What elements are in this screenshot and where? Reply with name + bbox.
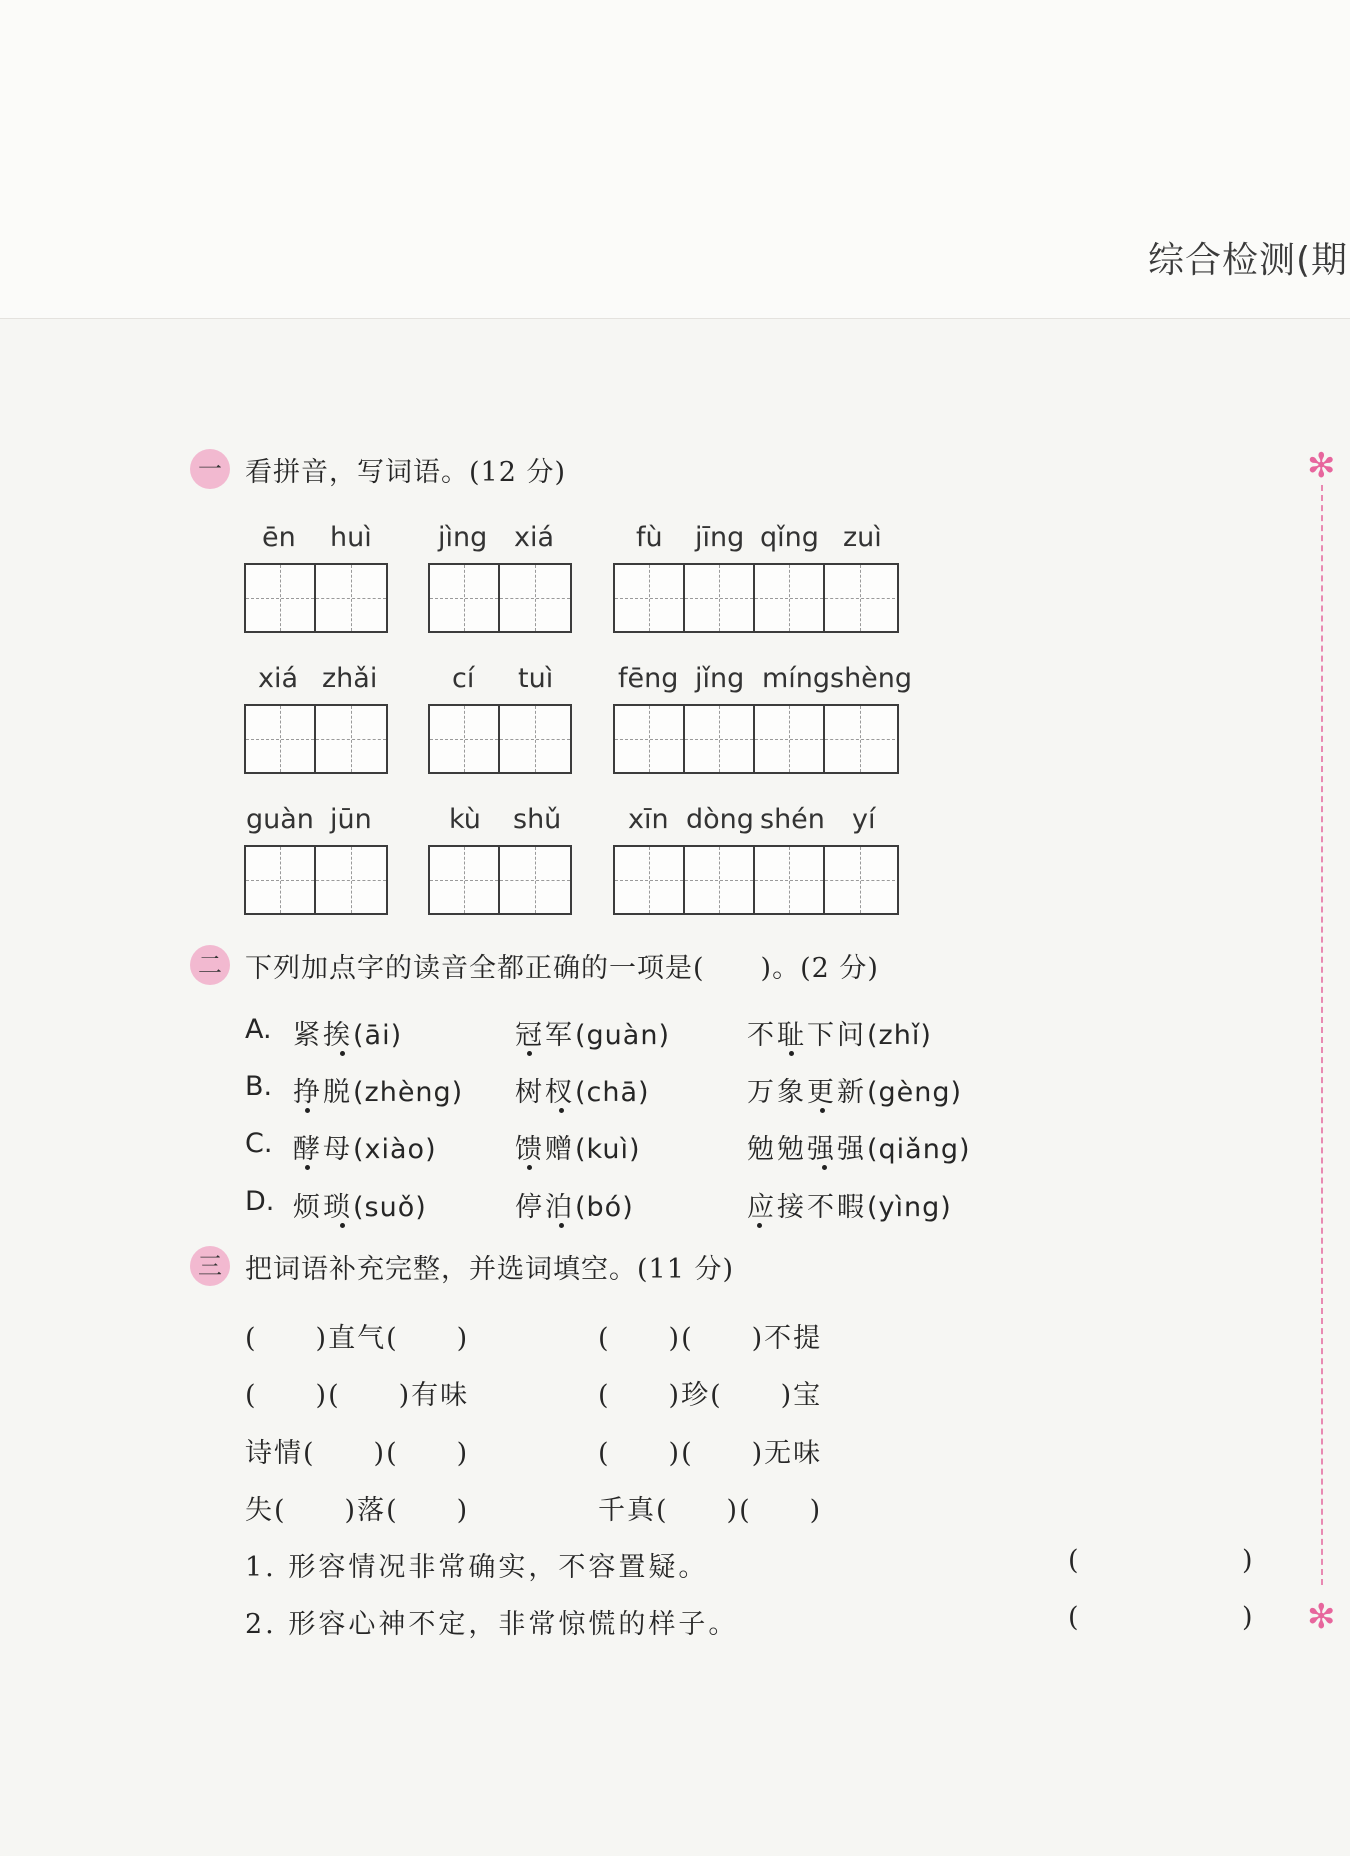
option-item: 紧挨(āi) — [293, 1020, 403, 1051]
option-letter: C. — [245, 1128, 273, 1159]
answer-paren-close[interactable]: ) — [1242, 1602, 1253, 1633]
option-item: 万象更新(gèng) — [747, 1077, 963, 1108]
pinyin: jīng — [695, 522, 745, 553]
section-3-badge: 三 — [190, 1246, 230, 1286]
option-letter: B. — [245, 1071, 273, 1102]
fill-word[interactable]: ( )( )无味 — [598, 1438, 823, 1469]
pinyin: guàn — [246, 804, 314, 835]
question-2: 2. 形容心神不定，非常惊慌的样子。 — [245, 1609, 739, 1640]
pinyin: fù — [636, 522, 663, 553]
writing-grid[interactable] — [244, 704, 388, 774]
margin-dashed-line — [1321, 485, 1323, 1585]
fill-word[interactable]: ( )珍( )宝 — [598, 1380, 823, 1411]
writing-grid[interactable] — [613, 563, 899, 633]
option-item: 勉勉强强(qiǎng) — [747, 1134, 971, 1165]
pinyin: cí — [452, 663, 475, 694]
pinyin: kù — [449, 804, 481, 835]
emphasis-dot — [527, 1165, 532, 1170]
option-item: 馈赠(kuì) — [515, 1134, 641, 1165]
answer-paren-open[interactable]: ( — [1068, 1602, 1079, 1633]
pinyin: xiá — [514, 522, 555, 553]
pinyin: jūn — [330, 804, 372, 835]
section-1-badge: 一 — [190, 449, 230, 489]
writing-grid[interactable] — [613, 845, 899, 915]
pinyin: shèng — [830, 663, 913, 694]
section-1-title: 看拼音，写词语。(12 分) — [245, 457, 567, 488]
emphasis-dot — [559, 1108, 564, 1113]
emphasis-dot — [757, 1223, 762, 1228]
header-divider — [0, 318, 1350, 319]
pinyin: dòng — [686, 804, 754, 835]
emphasis-dot — [340, 1223, 345, 1228]
option-item: 冠军(guàn) — [515, 1020, 670, 1051]
emphasis-dot — [789, 1051, 794, 1056]
star-icon: ✻ — [1307, 446, 1336, 486]
option-item: 酵母(xiào) — [293, 1134, 437, 1165]
option-letter: D. — [245, 1186, 275, 1217]
option-letter: A. — [245, 1014, 272, 1045]
section-3-title: 把词语补充完整，并选词填空。(11 分) — [245, 1254, 735, 1285]
option-item: 树杈(chā) — [515, 1077, 650, 1108]
pinyin: shén — [760, 804, 825, 835]
pinyin: míng — [762, 663, 831, 694]
writing-grid[interactable] — [244, 563, 388, 633]
pinyin: yí — [852, 804, 876, 835]
pinyin: xiá — [258, 663, 299, 694]
emphasis-dot — [527, 1051, 532, 1056]
emphasis-dot — [559, 1223, 564, 1228]
pinyin: jìng — [438, 522, 488, 553]
fill-word[interactable]: 诗情( )( ) — [245, 1438, 470, 1469]
emphasis-dot — [305, 1165, 310, 1170]
pinyin: xīn — [628, 804, 669, 835]
pinyin: ēn — [262, 522, 296, 553]
answer-paren-open[interactable]: ( — [1068, 1545, 1079, 1576]
fill-word[interactable]: ( )( )不提 — [598, 1323, 823, 1354]
pinyin: qǐng — [760, 522, 819, 553]
writing-grid[interactable] — [244, 845, 388, 915]
section-2-title: 下列加点字的读音全都正确的一项是( )。(2 分) — [245, 953, 879, 984]
answer-paren-close[interactable]: ) — [1242, 1545, 1253, 1576]
pinyin: zuì — [843, 522, 882, 553]
writing-grid[interactable] — [613, 704, 899, 774]
pinyin: zhǎi — [322, 663, 378, 694]
writing-grid[interactable] — [428, 563, 572, 633]
fill-word[interactable]: ( )直气( ) — [245, 1323, 470, 1354]
option-item: 不耻下问(zhǐ) — [747, 1020, 932, 1051]
page-header-title: 综合检测(期 — [1148, 240, 1349, 281]
star-icon: ✻ — [1307, 1597, 1336, 1637]
fill-word[interactable]: 失( )落( ) — [245, 1495, 470, 1526]
emphasis-dot — [305, 1108, 310, 1113]
emphasis-dot — [820, 1108, 825, 1113]
pinyin: jǐng — [695, 663, 745, 694]
option-item: 停泊(bó) — [515, 1192, 634, 1223]
pinyin: fēng — [618, 663, 679, 694]
option-item: 挣脱(zhèng) — [293, 1077, 464, 1108]
pinyin: tuì — [518, 663, 554, 694]
pinyin: shǔ — [513, 804, 562, 835]
writing-grid[interactable] — [428, 845, 572, 915]
option-item: 烦琐(suǒ) — [293, 1192, 427, 1223]
emphasis-dot — [340, 1051, 345, 1056]
pinyin: huì — [330, 522, 372, 553]
fill-word[interactable]: ( )( )有味 — [245, 1380, 470, 1411]
option-item: 应接不暇(yìng) — [747, 1192, 952, 1223]
writing-grid[interactable] — [428, 704, 572, 774]
fill-word[interactable]: 千真( )( ) — [598, 1495, 823, 1526]
section-2-badge: 二 — [190, 945, 230, 985]
emphasis-dot — [822, 1165, 827, 1170]
question-1: 1. 形容情况非常确实，不容置疑。 — [245, 1552, 709, 1583]
